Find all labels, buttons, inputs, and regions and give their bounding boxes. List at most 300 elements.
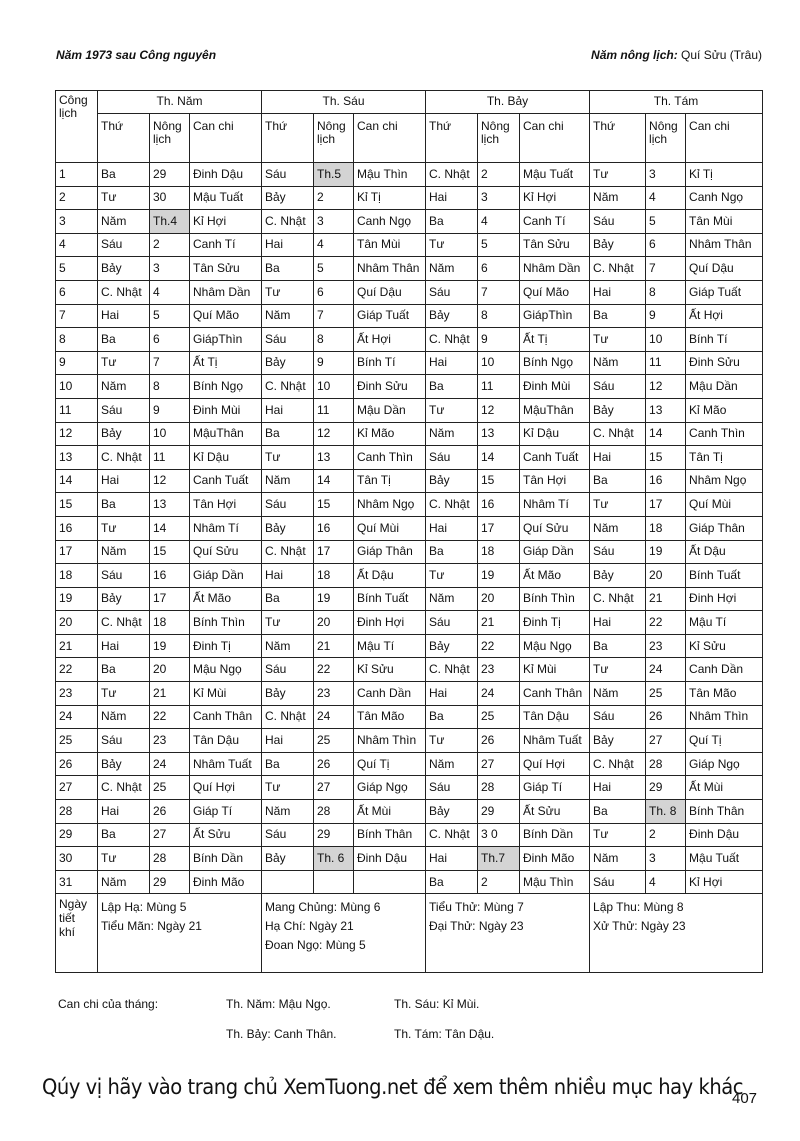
weekday-cell: Bảy — [590, 729, 646, 753]
day-number: 4 — [56, 233, 98, 257]
lunar-day-cell: 20 — [150, 658, 190, 682]
can-chi-cell: Nhâm Tuất — [520, 729, 590, 753]
lunar-day-cell: 24 — [150, 752, 190, 776]
weekday-cell: Ba — [590, 469, 646, 493]
lunar-day-cell: 23 — [478, 658, 520, 682]
can-chi-cell: Ất Mùi — [354, 800, 426, 824]
table-row — [56, 564, 763, 588]
weekday-cell: Bảy — [98, 752, 150, 776]
weekday-cell: Sáu — [98, 729, 150, 753]
lunar-day-cell: 12 — [314, 422, 354, 446]
can-chi-cell: Kỉ Dậu — [190, 446, 262, 470]
lunar-day-cell: 8 — [478, 304, 520, 328]
lunar-day-cell: 21 — [314, 634, 354, 658]
tiet-khi-cell — [590, 894, 763, 973]
weekday-cell: Hai — [262, 398, 314, 422]
can-chi-cell: Quí Sửu — [190, 540, 262, 564]
weekday-cell: C. Nhật — [426, 328, 478, 352]
can-chi-cell: Giáp Tuất — [686, 280, 763, 304]
can-chi-cell: Ất Mùi — [686, 776, 763, 800]
weekday-cell: Tư — [590, 658, 646, 682]
lunar-day-cell: 13 — [314, 446, 354, 470]
can-chi-cell: Đinh Hợi — [354, 611, 426, 635]
can-chi-cell: Đinh Tị — [520, 611, 590, 635]
day-number: 21 — [56, 634, 98, 658]
lunar-day-cell: 27 — [646, 729, 686, 753]
table-row — [56, 375, 763, 399]
weekday-cell: Bảy — [426, 469, 478, 493]
day-number: 28 — [56, 800, 98, 824]
can-chi-cell: Tân Dậu — [190, 729, 262, 753]
can-chi-cell: Đinh Sửu — [354, 375, 426, 399]
weekday-cell: Ba — [426, 705, 478, 729]
weekday-cell: Bảy — [262, 351, 314, 375]
can-chi-cell: Ất Hợi — [354, 328, 426, 352]
lunar-day-cell: 17 — [150, 587, 190, 611]
lunar-day-cell: 29 — [646, 776, 686, 800]
can-chi-cell: Nhâm Dần — [520, 257, 590, 281]
weekday-cell: Hai — [262, 233, 314, 257]
can-chi-cell: Tân Sửu — [190, 257, 262, 281]
can-chi-cell: Ất Tị — [520, 328, 590, 352]
lunar-day-cell: 18 — [646, 516, 686, 540]
table-row — [56, 493, 763, 517]
table-row — [56, 658, 763, 682]
lunar-day-cell: 24 — [314, 705, 354, 729]
lunar-day-cell — [314, 870, 354, 894]
weekday-cell: Bảy — [262, 186, 314, 210]
can-chi-cell: Giáp Tuất — [354, 304, 426, 328]
lunar-day-cell: 3 — [478, 186, 520, 210]
day-number: 20 — [56, 611, 98, 635]
can-chi-cell: Quí Mùi — [686, 493, 763, 517]
can-chi-cell: Quí Mão — [190, 304, 262, 328]
lunar-day-cell: 29 — [314, 823, 354, 847]
can-chi-cell: Kỉ Sửu — [354, 658, 426, 682]
weekday-cell: C. Nhật — [262, 705, 314, 729]
col-cong-lich: Công lịch — [56, 91, 98, 163]
weekday-cell: Ba — [98, 823, 150, 847]
can-chi-cell: Bính Dần — [520, 823, 590, 847]
month-header: Th. Sáu — [262, 91, 426, 114]
lunar-day-cell: 17 — [314, 540, 354, 564]
weekday-cell: Tư — [98, 186, 150, 210]
lunar-day-cell: 5 — [478, 233, 520, 257]
weekday-cell: Ba — [426, 870, 478, 894]
weekday-cell: C. Nhật — [98, 611, 150, 635]
day-number: 30 — [56, 847, 98, 871]
weekday-cell: C. Nhật — [426, 823, 478, 847]
weekday-cell: Bảy — [426, 800, 478, 824]
weekday-cell: Hai — [426, 186, 478, 210]
weekday-cell: Hai — [426, 847, 478, 871]
header-lunar-year: Năm nông lịch: Quí Sửu (Trâu) — [591, 48, 762, 62]
lunar-day-cell: 22 — [478, 634, 520, 658]
lunar-day-cell: 25 — [478, 705, 520, 729]
can-chi-cell: Tân Mão — [686, 682, 763, 706]
table-row — [56, 446, 763, 470]
can-chi-cell: Mậu Tuất — [190, 186, 262, 210]
lunar-day-cell: 3 — [646, 847, 686, 871]
header-year: Năm 1973 sau Công nguyên — [56, 48, 217, 62]
lunar-day-cell: Th. 8 — [646, 800, 686, 824]
lunar-day-cell: 14 — [150, 516, 190, 540]
can-chi-cell: Quí Dậu — [686, 257, 763, 281]
lunar-day-cell: Th. 6 — [314, 847, 354, 871]
can-chi-cell: Nhâm Tuất — [190, 752, 262, 776]
can-chi-cell: Quí Tị — [354, 752, 426, 776]
sub-header: Can chi — [686, 114, 763, 163]
lunar-day-cell: 24 — [478, 682, 520, 706]
weekday-cell: Hai — [590, 280, 646, 304]
weekday-cell: C. Nhật — [262, 540, 314, 564]
can-chi-cell: Đinh Mùi — [520, 375, 590, 399]
weekday-cell: Ba — [262, 587, 314, 611]
lunar-day-cell: 11 — [478, 375, 520, 399]
can-chi-cell: Đinh Mão — [190, 870, 262, 894]
can-chi-cell: Canh Thìn — [686, 422, 763, 446]
can-chi-cell: Nhâm Ngọ — [354, 493, 426, 517]
can-chi-cell: Nhâm Thân — [354, 257, 426, 281]
weekday-cell: Tư — [426, 233, 478, 257]
can-chi-cell: Kỉ Hợi — [190, 210, 262, 234]
tiet-khi-entry: Lập Hạ: Mùng 5 — [101, 900, 187, 915]
can-chi-cell: Canh Ngọ — [354, 210, 426, 234]
lunar-day-cell: 23 — [150, 729, 190, 753]
can-chi-item: Th. Năm: Mậu Ngọ. — [226, 997, 331, 1011]
weekday-cell: Bảy — [590, 233, 646, 257]
lunar-day-cell: 6 — [314, 280, 354, 304]
lunar-day-cell: 29 — [150, 870, 190, 894]
lunar-day-cell: 30 — [150, 186, 190, 210]
lunar-day-cell: 28 — [478, 776, 520, 800]
day-number: 29 — [56, 823, 98, 847]
weekday-cell: C. Nhật — [98, 776, 150, 800]
lunar-day-cell: 4 — [314, 233, 354, 257]
day-number: 12 — [56, 422, 98, 446]
lunar-day-cell: 11 — [646, 351, 686, 375]
sub-header: Thứ — [262, 114, 314, 163]
lunar-day-cell: 22 — [150, 705, 190, 729]
can-chi-cell: Mậu Dần — [354, 398, 426, 422]
weekday-cell: Hai — [590, 776, 646, 800]
can-chi-cell: Ất Hợi — [686, 304, 763, 328]
weekday-cell: Năm — [98, 540, 150, 564]
tiet-khi-cell — [98, 894, 262, 973]
weekday-cell: Ba — [590, 304, 646, 328]
weekday-cell: Năm — [262, 469, 314, 493]
can-chi-cell: Nhâm Tí — [190, 516, 262, 540]
can-chi-item: Th. Tám: Tân Dậu. — [394, 1027, 495, 1041]
lunar-day-cell: 23 — [646, 634, 686, 658]
day-number: 13 — [56, 446, 98, 470]
can-chi-cell: Nhâm Thìn — [354, 729, 426, 753]
weekday-cell: Sáu — [590, 375, 646, 399]
weekday-cell: Năm — [98, 870, 150, 894]
month-header: Th. Bảy — [426, 91, 590, 114]
day-number: 16 — [56, 516, 98, 540]
lunar-day-cell: 2 — [150, 233, 190, 257]
tiet-khi-cell — [262, 894, 426, 973]
lunar-day-cell: 8 — [150, 375, 190, 399]
can-chi-cell: Quí Mùi — [354, 516, 426, 540]
table-row — [56, 398, 763, 422]
day-number: 7 — [56, 304, 98, 328]
can-chi-cell: Quí Dậu — [354, 280, 426, 304]
can-chi-cell: Ất Mão — [190, 587, 262, 611]
can-chi-cell: Canh Tí — [190, 233, 262, 257]
lunar-day-cell: 7 — [646, 257, 686, 281]
can-chi-cell: Canh Thân — [520, 682, 590, 706]
table-row — [56, 752, 763, 776]
can-chi-cell: Tân Sửu — [520, 233, 590, 257]
sub-header: Nông lịch — [646, 114, 686, 163]
lunar-day-cell: 5 — [150, 304, 190, 328]
lunar-day-cell: 6 — [150, 328, 190, 352]
can-chi-cell: Nhâm Ngọ — [686, 469, 763, 493]
can-chi-cell: Mậu Ngọ — [190, 658, 262, 682]
lunar-day-cell: 28 — [150, 847, 190, 871]
lunar-day-cell: 27 — [314, 776, 354, 800]
lunar-day-cell: 3 — [150, 257, 190, 281]
weekday-cell: Bảy — [98, 587, 150, 611]
can-chi-cell: Ất Dậu — [354, 564, 426, 588]
table-row — [56, 469, 763, 493]
can-chi-cell: Giáp Ngọ — [354, 776, 426, 800]
weekday-cell: Ba — [262, 257, 314, 281]
lunar-day-cell: 4 — [478, 210, 520, 234]
can-chi-cell: Bính Tí — [686, 328, 763, 352]
can-chi-cell: Canh Dần — [686, 658, 763, 682]
lunar-day-cell: Th.7 — [478, 847, 520, 871]
weekday-cell: Năm — [590, 682, 646, 706]
can-chi-cell: Mậu Tí — [686, 611, 763, 635]
lunar-day-cell: 21 — [150, 682, 190, 706]
can-chi-cell: Giáp Dần — [520, 540, 590, 564]
tiet-khi-entry: Hạ Chí: Ngày 21 — [265, 919, 354, 933]
can-chi-cell: Nhâm Tí — [520, 493, 590, 517]
sub-header: Nông lịch — [150, 114, 190, 163]
lunar-day-cell: 9 — [314, 351, 354, 375]
day-number: 3 — [56, 210, 98, 234]
weekday-cell: C. Nhật — [590, 257, 646, 281]
weekday-cell: Tư — [262, 611, 314, 635]
lunar-day-cell: 10 — [150, 422, 190, 446]
lunar-day-cell: 20 — [314, 611, 354, 635]
weekday-cell: Ba — [590, 800, 646, 824]
weekday-cell: Ba — [426, 210, 478, 234]
weekday-cell: Sáu — [590, 540, 646, 564]
can-chi-cell: Đinh Dậu — [354, 847, 426, 871]
weekday-cell: Ba — [98, 328, 150, 352]
lunar-day-cell: 10 — [646, 328, 686, 352]
can-chi-thang — [58, 997, 758, 1057]
month-header: Th. Năm — [98, 91, 262, 114]
can-chi-cell: MậuThân — [520, 398, 590, 422]
lunar-day-cell: 10 — [314, 375, 354, 399]
lunar-day-cell: 7 — [150, 351, 190, 375]
weekday-cell: C. Nhật — [262, 375, 314, 399]
weekday-cell: Hai — [98, 469, 150, 493]
weekday-cell: Ba — [98, 658, 150, 682]
weekday-cell: Ba — [426, 540, 478, 564]
day-number: 17 — [56, 540, 98, 564]
can-chi-cell: Mậu Ngọ — [520, 634, 590, 658]
lunar-day-cell: 3 — [646, 163, 686, 187]
lunar-day-cell: 16 — [646, 469, 686, 493]
lunar-day-cell: 19 — [314, 587, 354, 611]
can-chi-cell: Kỉ Tị — [354, 186, 426, 210]
weekday-cell: Bảy — [98, 257, 150, 281]
lunar-day-cell: 2 — [314, 186, 354, 210]
can-chi-cell: Giáp Thân — [686, 516, 763, 540]
day-number: 18 — [56, 564, 98, 588]
can-chi-cell: Ất Mão — [520, 564, 590, 588]
table-row — [56, 800, 763, 824]
weekday-cell: C. Nhật — [590, 752, 646, 776]
lunar-day-cell: 14 — [314, 469, 354, 493]
day-number: 5 — [56, 257, 98, 281]
can-chi-cell: Bính Thìn — [190, 611, 262, 635]
lunar-day-cell: 25 — [150, 776, 190, 800]
lunar-day-cell: 19 — [150, 634, 190, 658]
lunar-day-cell: 5 — [314, 257, 354, 281]
can-chi-cell: Kỉ Sửu — [686, 634, 763, 658]
weekday-cell: Hai — [590, 446, 646, 470]
weekday-cell: Sáu — [98, 233, 150, 257]
can-chi-cell: Ất Tị — [190, 351, 262, 375]
can-chi-cell: Bính Tuất — [354, 587, 426, 611]
weekday-cell: Bảy — [262, 682, 314, 706]
can-chi-cell: GiápThìn — [190, 328, 262, 352]
can-chi-cell: Ất Sửu — [520, 800, 590, 824]
lunar-day-cell: 16 — [314, 516, 354, 540]
tiet-khi-entry: Mang Chủng: Mùng 6 — [265, 900, 381, 915]
can-chi-cell: Kỉ Mão — [686, 398, 763, 422]
sub-header: Can chi — [190, 114, 262, 163]
day-number: 25 — [56, 729, 98, 753]
can-chi-cell: Bính Dần — [190, 847, 262, 871]
can-chi-cell: Tân Dậu — [520, 705, 590, 729]
weekday-cell: Hai — [426, 351, 478, 375]
weekday-cell: Ba — [98, 163, 150, 187]
lunar-day-cell: 3 — [314, 210, 354, 234]
table-row — [56, 516, 763, 540]
can-chi-cell: Kỉ Mùi — [520, 658, 590, 682]
weekday-cell: Tư — [590, 823, 646, 847]
can-chi-cell: Canh Thân — [190, 705, 262, 729]
table-row — [56, 257, 763, 281]
tiet-khi-cell — [426, 894, 590, 973]
header-lunar-value: Quí Sửu (Trâu) — [681, 48, 762, 62]
weekday-cell: C. Nhật — [590, 587, 646, 611]
weekday-cell: Sáu — [262, 328, 314, 352]
lunar-day-cell: 13 — [478, 422, 520, 446]
weekday-cell: Năm — [426, 422, 478, 446]
weekday-cell: Hai — [426, 682, 478, 706]
lunar-day-cell: 28 — [646, 752, 686, 776]
lunar-day-cell: 22 — [646, 611, 686, 635]
day-number: 31 — [56, 870, 98, 894]
can-chi-cell: Kỉ Dậu — [520, 422, 590, 446]
lunar-day-cell: 23 — [314, 682, 354, 706]
table-row — [56, 233, 763, 257]
lunar-day-cell: 14 — [646, 422, 686, 446]
can-chi-cell: Bính Tuất — [686, 564, 763, 588]
lunar-day-cell: 26 — [314, 752, 354, 776]
lunar-day-cell: 18 — [150, 611, 190, 635]
lunar-day-cell: 15 — [314, 493, 354, 517]
table-row — [56, 540, 763, 564]
can-chi-item: Th. Sáu: Kỉ Mùi. — [394, 997, 480, 1011]
table-row — [56, 163, 763, 187]
day-number: 8 — [56, 328, 98, 352]
can-chi-cell: Kỉ Hợi — [686, 870, 763, 894]
lunar-day-cell: 16 — [150, 564, 190, 588]
lunar-day-cell: 8 — [314, 328, 354, 352]
weekday-cell: Năm — [426, 257, 478, 281]
lunar-day-cell: 12 — [646, 375, 686, 399]
sub-header: Can chi — [354, 114, 426, 163]
weekday-cell: C. Nhật — [98, 446, 150, 470]
can-chi-item: Th. Bảy: Canh Thân. — [226, 1027, 337, 1041]
weekday-cell: Sáu — [426, 280, 478, 304]
sub-header: Thứ — [98, 114, 150, 163]
can-chi-cell: Tân Mão — [354, 705, 426, 729]
sub-header: Nông lịch — [478, 114, 520, 163]
weekday-cell: Tư — [262, 280, 314, 304]
month-header: Th. Tám — [590, 91, 763, 114]
day-number: 14 — [56, 469, 98, 493]
weekday-cell: Sáu — [98, 398, 150, 422]
lunar-day-cell: Th.5 — [314, 163, 354, 187]
weekday-cell: Hai — [262, 564, 314, 588]
can-chi-cell: Quí Mão — [520, 280, 590, 304]
weekday-cell: Sáu — [590, 870, 646, 894]
lunar-day-cell: 20 — [478, 587, 520, 611]
table-row — [56, 705, 763, 729]
can-chi-cell: Tân Hợi — [520, 469, 590, 493]
lunar-day-cell: 4 — [646, 870, 686, 894]
weekday-cell: Ba — [98, 493, 150, 517]
weekday-cell: Năm — [426, 587, 478, 611]
weekday-cell: Bảy — [98, 422, 150, 446]
weekday-cell: Tư — [590, 493, 646, 517]
weekday-cell: Bảy — [426, 634, 478, 658]
weekday-cell: Tư — [262, 776, 314, 800]
lunar-day-cell: 17 — [646, 493, 686, 517]
day-number: 6 — [56, 280, 98, 304]
table-row — [56, 328, 763, 352]
lunar-day-cell: 2 — [478, 870, 520, 894]
day-number: 19 — [56, 587, 98, 611]
tiet-khi-entry: Tiểu Mãn: Ngày 21 — [101, 919, 202, 933]
weekday-cell: Sáu — [98, 564, 150, 588]
weekday-cell: Ba — [590, 634, 646, 658]
weekday-cell: C. Nhật — [426, 658, 478, 682]
weekday-cell: Năm — [590, 847, 646, 871]
lunar-day-cell: 15 — [646, 446, 686, 470]
can-chi-cell: Giáp Thân — [354, 540, 426, 564]
lunar-day-cell: 2 — [478, 163, 520, 187]
can-chi-cell: Tân Tị — [686, 446, 763, 470]
weekday-cell: Sáu — [590, 210, 646, 234]
weekday-cell: Hai — [426, 516, 478, 540]
weekday-cell: C. Nhật — [426, 163, 478, 187]
table-row — [56, 847, 763, 871]
can-chi-cell: Canh Tí — [520, 210, 590, 234]
can-chi-cell: Bính Tí — [354, 351, 426, 375]
